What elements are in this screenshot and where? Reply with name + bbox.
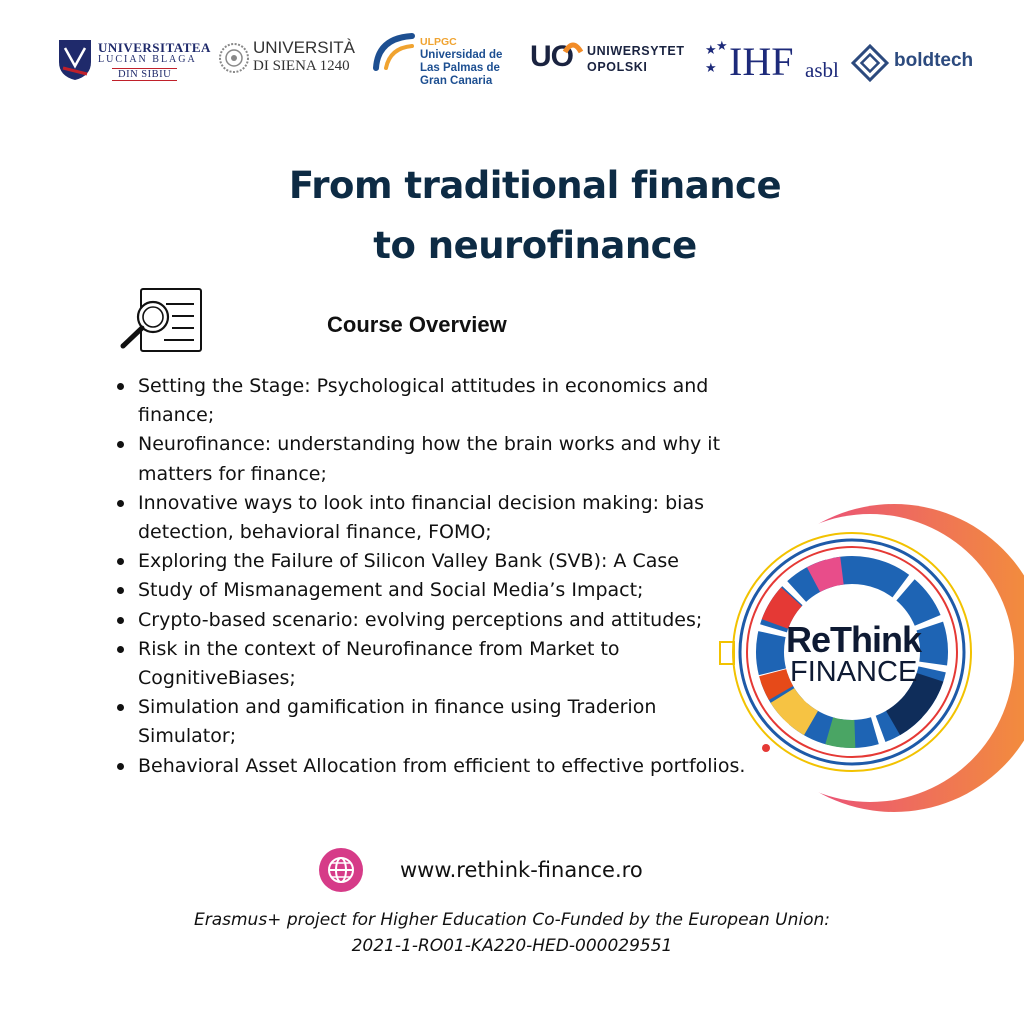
- ulpgc-wave-icon: [372, 32, 416, 72]
- badge-title-line2: FINANCE: [790, 656, 918, 688]
- list-item: Study of Mismanagement and Social Media’s Impact;: [110, 576, 750, 605]
- ihf-suffix: asbl: [805, 58, 839, 82]
- ulbs-name-line3: DIN SIBIU: [112, 68, 177, 81]
- ulbs-name-line2: LUCIAN BLAGA: [98, 54, 197, 65]
- badge-title-line1: ReThink: [786, 619, 922, 660]
- list-item: Setting the Stage: Psychological attitudes in economics and finance;: [110, 372, 750, 430]
- boldtech-diamond-icon: [850, 43, 890, 83]
- ulpgc-name-line3: Gran Canaria: [420, 75, 493, 87]
- list-item: Crypto-based scenario: evolving perceptions and attitudes;: [110, 606, 750, 635]
- siena-seal-icon: [218, 42, 250, 74]
- funding-note: Erasmus+ project for Higher Education Co-Funded by the European Union:: [193, 910, 830, 930]
- list-item: Exploring the Failure of Silicon Valley Bank (SVB): A Case: [110, 547, 750, 576]
- svg-text:★: ★: [705, 42, 717, 57]
- boldtech-wordmark: boldtech: [894, 50, 974, 71]
- magnifier-document-icon: [116, 286, 206, 356]
- topic-list: [110, 372, 750, 781]
- page-title-line1: From traditional finance: [288, 164, 782, 207]
- list-item: Neurofinance: understanding how the brain works and why it matters for finance;: [110, 430, 750, 488]
- page-title-line2: to neurofinance: [373, 224, 697, 267]
- svg-text:★: ★: [705, 60, 717, 75]
- ulbs-crest-icon: [57, 38, 93, 82]
- ulpgc-name-line2: Las Palmas de: [420, 62, 500, 74]
- globe-icon: [319, 848, 363, 892]
- list-item: Risk in the context of Neurofinance from Market to CognitiveBiases;: [110, 635, 750, 693]
- list-item: Simulation and gamification in finance using Traderion Simulator;: [110, 693, 750, 751]
- stars-icon: [703, 40, 729, 76]
- ihf-wordmark: IHF: [729, 39, 794, 84]
- list-item: Behavioral Asset Allocation from efficient to effective portfolios.: [110, 752, 750, 781]
- course-overview-heading: Course Overview: [327, 312, 507, 337]
- siena-name-line1: UNIVERSITÀ: [253, 38, 356, 57]
- ulbs-name-line1: UNIVERSITATEA: [98, 40, 211, 55]
- opole-name-line2: OPOLSKI: [587, 60, 648, 74]
- opole-mark: UO: [530, 40, 573, 73]
- project-code: 2021-1-RO01-KA220-HED-000029551: [351, 936, 673, 956]
- opole-arc-icon: [562, 40, 584, 54]
- website-link[interactable]: www.rethink-finance.ro: [400, 858, 643, 882]
- siena-name-line2: DI SIENA 1240: [253, 58, 350, 74]
- ulpgc-acronym: ULPGC: [420, 36, 457, 48]
- ulpgc-name-line1: Universidad de: [420, 49, 503, 61]
- opole-name-line1: UNIWERSYTET: [587, 44, 685, 58]
- svg-text:★: ★: [716, 40, 728, 53]
- list-item: Innovative ways to look into financial decision making: bias detection, behavioral finance, FOMO;: [110, 489, 750, 547]
